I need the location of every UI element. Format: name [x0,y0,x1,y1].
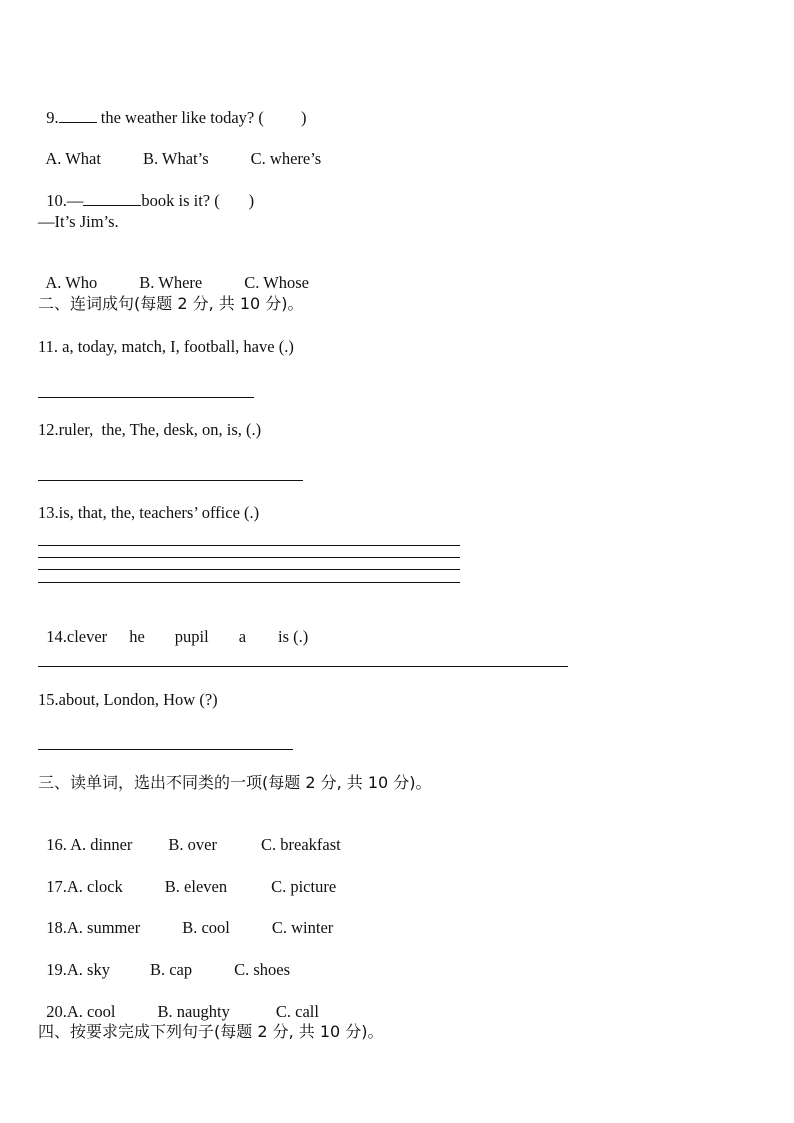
option-b[interactable]: B. Where [139,273,203,292]
option-c[interactable]: C. Whose [244,273,310,292]
question-10-reply: —It’s Jim’s. [38,212,119,231]
option-b[interactable]: B. naughty [157,1002,230,1021]
question-10-text: book is it? ( ) [141,191,255,210]
answer-line[interactable] [38,557,460,558]
word: he [129,627,145,646]
section-2-heading: 二、连词成句(每题 2 分, 共 10 分)。 [38,294,304,313]
answer-line[interactable] [38,397,254,398]
answer-line[interactable] [38,545,460,546]
option-b[interactable]: B. cool [182,918,230,937]
word: a [238,627,247,646]
option-a[interactable]: A. What [45,149,101,168]
section-3-heading: 三、读单词，选出不同类的一项(每题 2 分, 共 10 分)。 [38,773,432,792]
answer-line[interactable] [38,749,293,750]
question-13: 13.is, that, the, teachers’ office (.) [38,503,260,522]
option-a[interactable]: A. Who [45,273,98,292]
question-10 [38,170,254,211]
option-a[interactable]: 16. A. dinner [46,835,133,854]
option-a[interactable]: 18.A. summer [46,918,141,937]
option-b[interactable]: B. eleven [164,877,228,896]
question-9-options [38,129,321,169]
question-9-number: 9. [46,108,59,127]
answer-line[interactable] [38,582,460,583]
question-18 [38,898,333,938]
option-a[interactable]: 17.A. clock [46,877,123,896]
option-c[interactable]: C. breakfast [261,835,341,854]
option-b[interactable]: B. over [168,835,217,854]
option-c[interactable]: C. shoes [234,960,291,979]
answer-blank[interactable] [83,190,141,206]
question-20 [38,982,319,1022]
option-c[interactable]: C. where’s [250,149,322,168]
option-a[interactable]: 20.A. cool [46,1002,116,1021]
option-c[interactable]: C. call [275,1002,319,1021]
answer-line[interactable] [38,666,568,667]
question-17 [38,857,336,897]
section-4-heading: 四、按要求完成下列句子(每题 2 分, 共 10 分)。 [38,1022,384,1041]
option-b[interactable]: B. What’s [142,149,209,168]
question-12: 12.ruler, the, The, desk, on, is, (.) [38,420,262,439]
word: pupil [174,627,209,646]
answer-line[interactable] [38,480,303,481]
option-b[interactable]: B. cap [149,960,193,979]
question-16 [38,815,341,855]
option-c[interactable]: C. picture [271,877,337,896]
question-9-text: the weather like today? ( ) [96,108,307,127]
answer-blank[interactable] [59,107,97,123]
option-c[interactable]: C. winter [271,918,334,937]
word: is (.) [278,627,309,646]
question-10-number: 10.— [46,191,84,210]
option-a[interactable]: 19.A. sky [46,960,110,979]
question-14 [38,607,308,647]
question-15: 15.about, London, How (?) [38,690,218,709]
question-19 [38,940,290,980]
question-9 [38,87,306,128]
question-11: 11. a, today, match, I, football, have (.) [38,337,294,356]
answer-line[interactable] [38,569,460,570]
word: 14.clever [46,627,108,646]
question-10-options [38,253,309,293]
